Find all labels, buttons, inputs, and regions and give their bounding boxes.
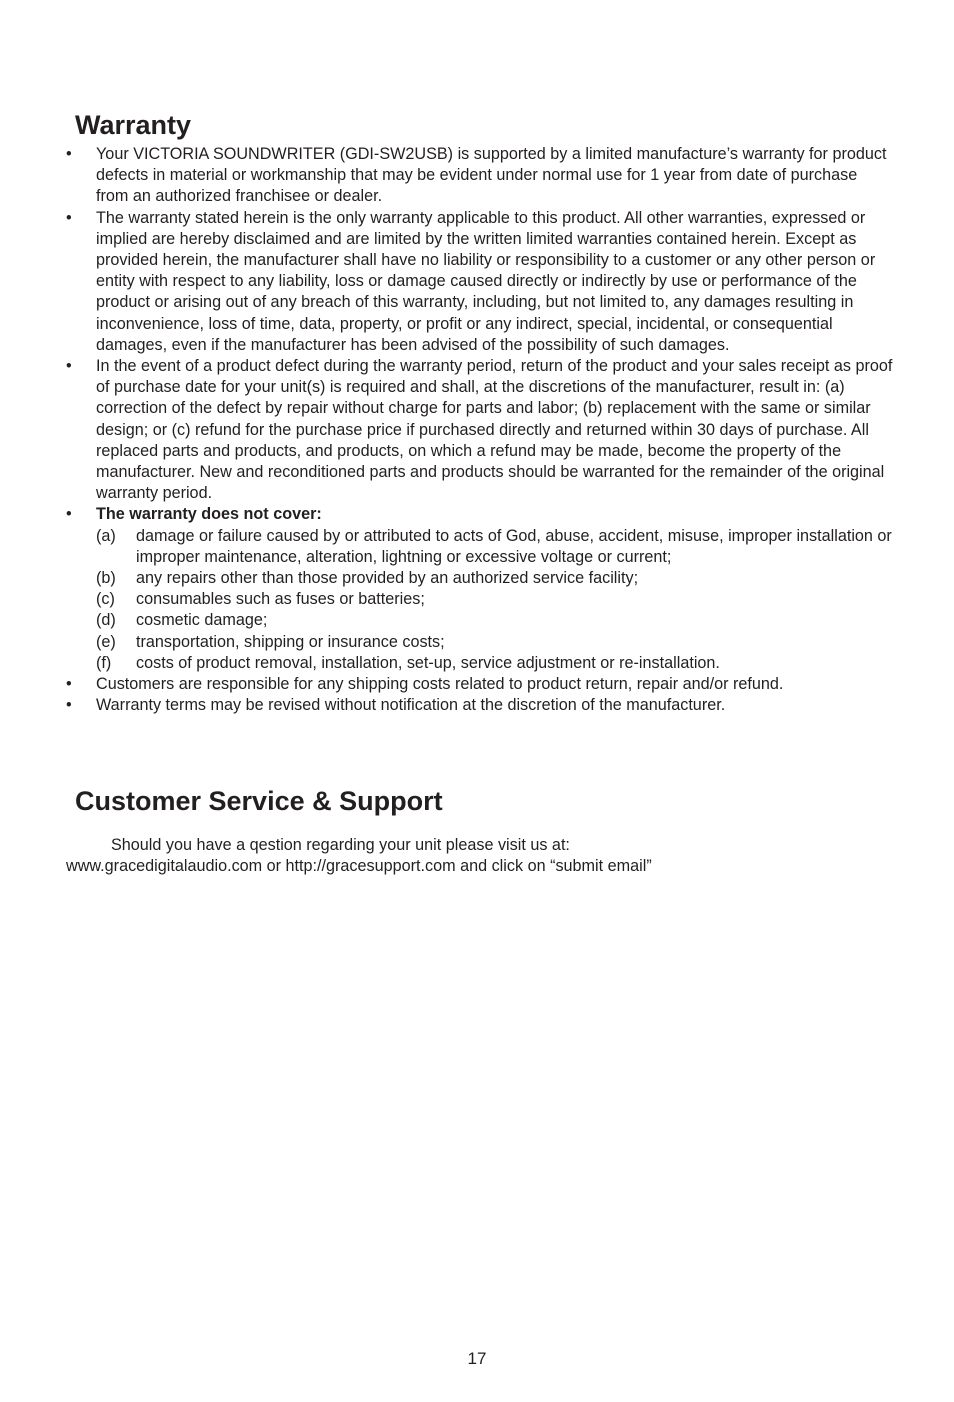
support-paragraph (0, 835, 954, 877)
not-covered-title: The warranty does not cover: (96, 505, 322, 524)
not-covered-list (96, 526, 894, 674)
warranty-item-text: Customers are responsible for any shipping costs related to product return, repair and/or refund. (96, 675, 784, 694)
bullet-icon: • (66, 208, 72, 227)
sub-item-text: consumables such as fuses or batteries; (136, 590, 425, 609)
warranty-item-text: Warranty terms may be revised without notification at the discretion of the manufacturer. (96, 696, 726, 715)
bullet-icon: • (66, 696, 72, 715)
sub-item-text: costs of product removal, installation, set-up, service adjustment or re-installation. (136, 653, 720, 672)
bullet-icon: • (66, 357, 72, 376)
sub-item-marker: (e) (96, 632, 116, 651)
bullet-icon: • (66, 145, 72, 163)
bullet-icon: • (66, 675, 72, 694)
warranty-list (0, 144, 954, 716)
warranty-item-text: The warranty stated herein is the only warranty applicable to this product. All other warranties, expressed or implied are hereby disclaimed and are limited by the written limited warranties contained herein. Except as provided herein, the manufacturer shall have no liability or responsibility to a customer or any other person or entity with respect to any liability, loss or damage caused directly or indirectly by use or performance of the product or arising out of any breach of this warranty, including, but not limited to, any damages resulting in inconvenience, loss of time, data, property, or profit or any indirect, special, incidental, or consequential damages, even if the manufacturer has been advised of the possibility of such damages. (96, 208, 876, 354)
sub-item-marker: (f) (96, 653, 112, 672)
support-heading: Customer Service & Support (75, 786, 443, 816)
warranty-item-not-covered (0, 504, 954, 674)
sub-item-marker: (c) (96, 590, 115, 609)
not-covered-item (96, 568, 894, 589)
bullet-icon: • (66, 505, 72, 524)
sub-item-marker: (b) (96, 569, 116, 588)
sub-item-marker: (d) (96, 611, 116, 630)
warranty-item-defect-procedure (0, 356, 954, 504)
warranty-heading: Warranty (75, 110, 192, 140)
not-covered-item (96, 632, 894, 653)
sub-item-text: cosmetic damage; (136, 611, 268, 630)
warranty-item-terms-revision (0, 695, 954, 716)
not-covered-item (96, 589, 894, 610)
sub-item-text: any repairs other than those provided by an authorized service facility; (136, 569, 639, 588)
sub-item-text: damage or failure caused by or attributed to acts of God, abuse, accident, misuse, improper installation or improper maintenance, alteration, lightning or excessive voltage or current; (136, 526, 892, 566)
support-links-text: www.gracedigitalaudio.com or http://gracesupport.com and click on “submit email” (66, 857, 652, 876)
warranty-item-text: In the event of a product defect during the warranty period, return of the product and your sales receipt as proof of purchase date for your unit(s) is required and shall, at the discretions of the manufacturer, result in: (a) correction of the defect by repair without charge for parts and labor; (b) replacement with the same or similar design; or (c) refund for the purchase price if purchased directly and returned within 30 days of purchase. All replaced parts and products, and products, on which a refund may be made, become the property of the manufacturer. New and reconditioned parts and products should be warranted for the remainder of the original warranty period. (96, 357, 893, 503)
sub-item-marker: (a) (96, 526, 116, 545)
warranty-item-shipping-costs (0, 674, 954, 695)
warranty-item-text: Your VICTORIA SOUNDWRITER (GDI-SW2USB) is supported by a limited manufacture’s warranty for product defects in material or workmanship that may be evident under normal use for 1 year from date of purchase from an authorized franchisee or dealer. (96, 145, 887, 206)
sub-item-text: transportation, shipping or insurance costs; (136, 632, 445, 651)
warranty-item-coverage (0, 144, 954, 208)
not-covered-item (96, 526, 894, 568)
not-covered-item (96, 610, 894, 631)
not-covered-item (96, 653, 894, 674)
support-intro-text: Should you have a qestion regarding your unit please visit us at: (111, 836, 570, 854)
page-number: 17 (467, 1349, 487, 1368)
warranty-item-exclusive (0, 208, 954, 356)
